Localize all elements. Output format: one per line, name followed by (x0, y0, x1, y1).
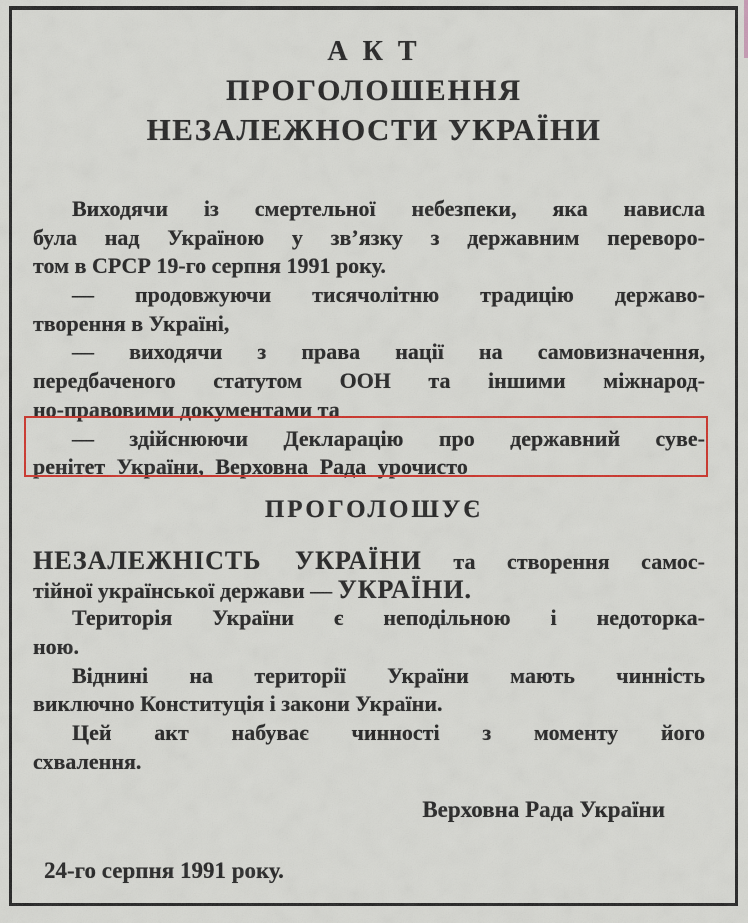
text-line: Цей акт набуває чинності з моменту його (72, 720, 705, 746)
text-line: схвалення. (33, 748, 142, 774)
text-line: Виходячи із смертельної небезпеки, яка нависла (72, 196, 705, 221)
ukraine-caps: УКРАЇНИ. (337, 574, 472, 604)
text-line: передбаченого статутом ООН та іншими міжнарод- (33, 368, 705, 394)
date-line: 24-го серпня 1991 року. (44, 858, 284, 883)
title-line-proholoshennia: ПРОГОЛОШЕННЯ (226, 74, 522, 107)
text-line: — продовжуючи тисячолітню традицію державо- (72, 282, 705, 308)
proclaims-heading: ПРОГОЛОШУЄ (264, 496, 484, 523)
text-line: — виходячи з права нації на самовизначення, (72, 339, 705, 365)
text-line (33, 547, 705, 576)
text-line: Віднині на території України мають чинність (72, 662, 705, 688)
text-line: том в СРСР 19-го серпня 1991 року. (33, 253, 386, 279)
signature-line: Верховна Рада України (422, 797, 665, 822)
text-line-highlighted: ренітет України, Верховна Рада урочисто (33, 454, 468, 480)
title-block (10, 33, 738, 150)
text-line (33, 576, 705, 605)
text-line: творення в Україні, (33, 310, 230, 336)
preamble-block (33, 195, 705, 482)
text-line: ною. (33, 634, 79, 660)
text-line-highlighted: — здійснюючи Декларацію про державний суве- (72, 425, 705, 451)
text-line: но-правовими документами та (33, 396, 340, 422)
title-line-act: А К Т (327, 36, 421, 67)
text-line: Територія України є неподільною і недоторка- (72, 605, 705, 631)
title-line-nezalezhnosti: НЕЗАЛЕЖНОСТИ УКРАЇНИ (146, 112, 602, 147)
text-line: виключно Конституція і закони України. (33, 691, 443, 717)
text-fragment: та створення самос- (453, 549, 705, 574)
text-fragment: тійної української держави — (33, 577, 338, 603)
independence-caps: НЕЗАЛЕЖНІСТЬ УКРАЇНИ (33, 546, 422, 575)
declaration-block (33, 547, 705, 777)
text-line: була над Україною у зв’язку з державним переворо- (33, 224, 705, 250)
scan-edge-artifact (744, 0, 748, 58)
